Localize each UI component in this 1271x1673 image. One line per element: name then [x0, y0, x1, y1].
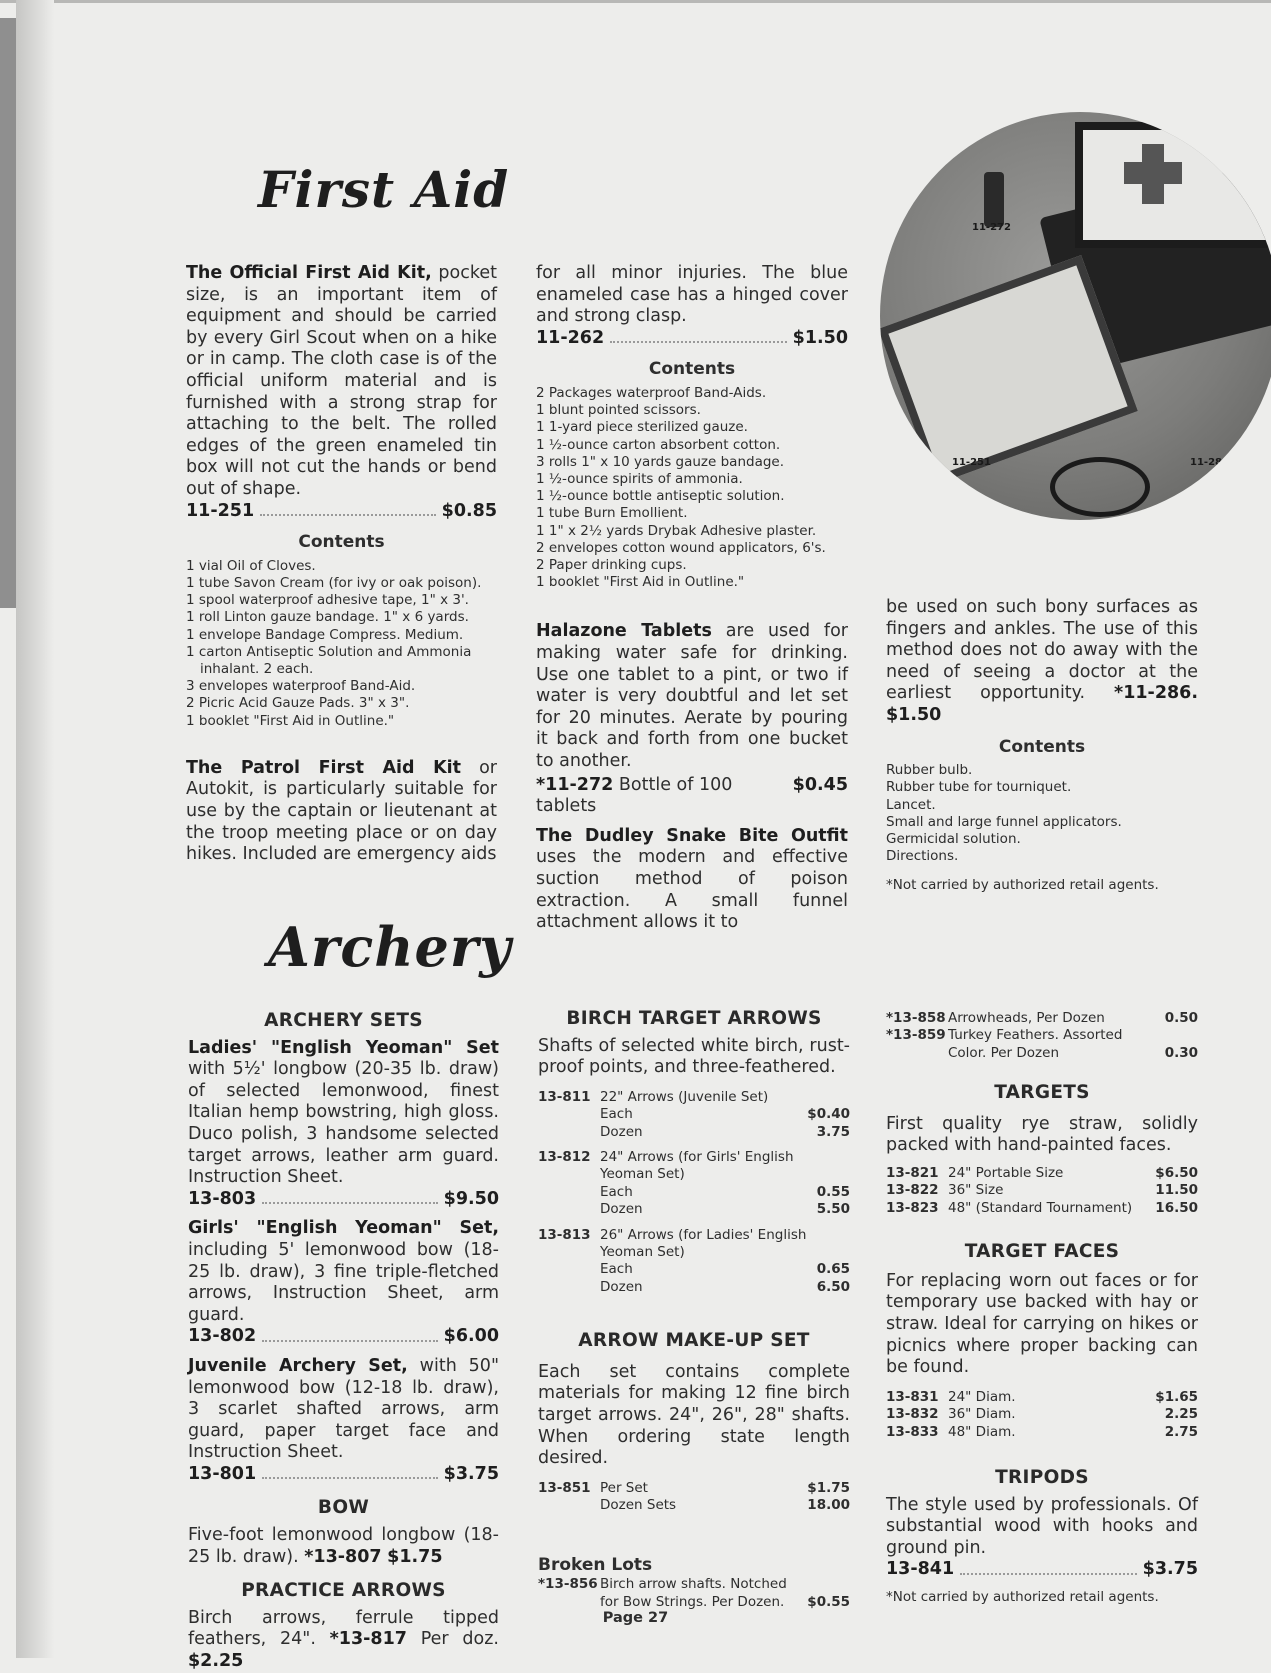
- halazone-price: $0.45: [792, 774, 848, 795]
- product-code: 13-801: [188, 1463, 257, 1484]
- patrol-kit-contents-heading: Contents: [648, 359, 736, 380]
- list-item: 1 envelope Bandage Compress. Medium.: [186, 626, 464, 643]
- broken-lots-table: [538, 1576, 850, 1611]
- bow-code: *13-807: [304, 1546, 382, 1567]
- list-item: 1 booklet "First Aid in Outline.": [186, 712, 395, 729]
- list-item: 1 ½-ounce spirits of ammonia.: [536, 470, 743, 487]
- list-item: 2 envelopes cotton wound applicators, 6's.: [536, 539, 826, 556]
- list-item: 3 rolls 1" x 10 yards gauze bandage.: [536, 453, 785, 470]
- list-item: 1 1" x 2½ yards Drybak Adhesive plaster.: [536, 522, 817, 539]
- tripods-heading: TRIPODS: [995, 1467, 1089, 1488]
- bow-heading: BOW: [317, 1497, 370, 1519]
- official-kit-section: [186, 263, 497, 866]
- halazone-name: Halazone Tablets: [536, 621, 712, 642]
- table-row: 13-823 48" (Standard Tournament) 16.50: [886, 1199, 1198, 1216]
- tripods-code: 13-841: [886, 1559, 955, 1580]
- snake-bite-body-continued: be used on such bony surfaces as fingers and ankles. The use of this method does not do away with the need of seeing a doctor at the earliest opportunity. *11-286. $1.50: [886, 597, 1198, 725]
- price-row: [188, 1189, 499, 1211]
- archery-sets-section: [188, 1010, 499, 1673]
- table-row: Dozen Sets 18.00: [600, 1497, 850, 1514]
- footnote: *Not carried by authorized retail agents.: [886, 1588, 1159, 1605]
- table-row: 13-851 Per Set $1.75: [538, 1479, 850, 1496]
- archery-title: Archery: [268, 915, 512, 979]
- price-row: [188, 1326, 499, 1348]
- official-kit-price: $0.85: [441, 500, 497, 521]
- list-item: Lancet.: [886, 796, 936, 813]
- official-kit-contents-heading: Contents: [298, 532, 385, 553]
- product-price: $3.75: [443, 1463, 499, 1484]
- list-item: Small and large funnel applicators.: [886, 813, 1122, 830]
- table-row: Dozen 3.75: [600, 1123, 850, 1140]
- page-number: Page 27: [602, 1610, 669, 1626]
- product-description: Ladies' "English Yeoman" Set with 5½' longbow (20-35 lb. draw) of selected lemonwood, finest Italian hemp bowstring, high gloss. Duco polish, 3 handsome selected target arrows, leather arm guard. Instruction Sheet.: [188, 1037, 499, 1188]
- leader-dots: [610, 328, 786, 344]
- targets-section: [886, 1010, 1198, 1609]
- table-row: 13-832 36" Diam. 2.25: [886, 1406, 1198, 1423]
- list-item: 1 ½-ounce bottle antiseptic solution.: [536, 488, 785, 505]
- table-row: 13-833 48" Diam. 2.75: [886, 1423, 1198, 1440]
- table-row: *13-856 Birch arrow shafts. Notched for Bow Strings. Per Dozen. $0.55: [538, 1576, 850, 1610]
- patrol-kit-price: $1.50: [792, 327, 848, 348]
- list-item: Directions.: [886, 848, 959, 865]
- table-row: Each $0.40: [600, 1106, 850, 1123]
- table-row: 13-813 26" Arrows (for Ladies' English Yeoman Set): [538, 1226, 807, 1261]
- footnote: *Not carried by authorized retail agents.: [886, 877, 1159, 894]
- photo-label: 11-272: [972, 222, 1011, 233]
- practice-arrows-description: Birch arrows, ferrule tipped feathers, 24". *13-817 Per doz. $2.25: [188, 1607, 499, 1672]
- practice-arrows-code: *13-817: [329, 1629, 407, 1650]
- makeup-set-heading: ARROW MAKE-UP SET: [578, 1330, 810, 1352]
- halazone-price-row: *11-272 Bottle of 100 tablets $0.45: [536, 774, 848, 817]
- list-item: 2 Packages waterproof Band-Aids.: [536, 384, 767, 401]
- product-price: $9.50: [443, 1188, 499, 1209]
- table-row: 13-811 22" Arrows (Juvenile Set): [538, 1088, 769, 1105]
- list-item: Rubber bulb.: [886, 762, 973, 779]
- tripods-price: $3.75: [1142, 1559, 1198, 1580]
- list-item: Rubber tube for tourniquet.: [886, 779, 1072, 796]
- tripods-description: The style used by professionals. Of substantial wood with hooks and ground pin.: [886, 1494, 1198, 1558]
- birch-arrows-description: Shafts of selected white birch, rust-proof points, and three-feathered.: [538, 1035, 850, 1078]
- official-kit-contents-list: [186, 558, 497, 730]
- makeup-set-table: [538, 1480, 850, 1515]
- list-item: 1 tube Savon Cream (for ivy or oak poison).: [186, 574, 482, 591]
- patrol-kit-description: The Patrol First Aid Kit or Autokit, is particularly suitable for use by the captain or lieutenant at the troop meeting place or on day hikes. Included are emergency aids: [186, 757, 497, 865]
- leader-dots: [960, 1559, 1136, 1575]
- leader-dots: [260, 501, 435, 517]
- table-row: 13-821 24" Portable Size $6.50: [886, 1165, 1198, 1181]
- table-row: 13-822 36" Size 11.50: [886, 1182, 1198, 1199]
- target-faces-table: [886, 1389, 1198, 1441]
- list-item: 3 envelopes waterproof Band-Aid.: [186, 678, 416, 695]
- list-item: 1 vial Oil of Cloves.: [186, 557, 316, 574]
- halazone-bottle-image: [984, 172, 1004, 227]
- practice-arrows-price: $2.25: [188, 1651, 244, 1672]
- bow-description: Five-foot lemonwood longbow (18-25 lb. draw). *13-807 $1.75: [188, 1525, 499, 1567]
- targets-table: [886, 1165, 1198, 1217]
- table-row: Dozen 5.50: [600, 1201, 850, 1218]
- product-description: Girls' "English Yeoman" Set, including 5' lemonwood bow (18-25 lb. draw), 3 fine triple-fletched arrows, Instruction Sheet, arm guard.: [188, 1218, 499, 1325]
- official-kit-name: The Official First Aid Kit,: [186, 263, 432, 283]
- snake-bite-name: The Dudley Snake Bite Outfit: [536, 825, 848, 846]
- snake-bite-contents-list: [886, 762, 1198, 865]
- table-row: 13-812 24" Arrows (for Girls' English Yeoman Set): [538, 1149, 794, 1183]
- birch-arrows-section: [538, 1008, 850, 1611]
- table-row: Dozen 6.50: [600, 1278, 850, 1295]
- list-item: 1 booklet "First Aid in Outline.": [536, 574, 745, 591]
- target-faces-description: For replacing worn out faces or for temporary use backed with hay or straw. Ideal for carrying on hikes or picnics where proper backing can be found.: [886, 1270, 1198, 1378]
- snake-bite-price: $1.50: [886, 704, 942, 725]
- first-aid-kits-photo: [880, 112, 1271, 520]
- list-item: 1 1-yard piece sterilized gauze.: [536, 419, 748, 436]
- broken-lots-heading: Broken Lots: [538, 1554, 653, 1575]
- table-row: Each 0.65: [600, 1261, 850, 1278]
- snake-bite-section: [886, 597, 1198, 897]
- snake-bite-tube-image: [1050, 457, 1150, 517]
- table-row: 13-831 24" Diam. $1.65: [886, 1388, 1198, 1405]
- patrol-kit-price-row: [536, 328, 848, 350]
- binding-edge-shadow: [0, 18, 16, 608]
- target-faces-heading: TARGET FACES: [964, 1241, 1120, 1263]
- page-top-edge: [0, 0, 1271, 3]
- list-item: 1 spool waterproof adhesive tape, 1" x 3'.: [186, 592, 469, 609]
- halazone-description: Halazone Tablets are used for making water safe for drinking. Use one tablet to a pint, or two if water is very doubtful and let set for 20 minutes. Aerate by pouring it back and forth from one bucket to another.: [536, 621, 848, 771]
- leader-dots: [262, 1464, 437, 1480]
- targets-heading: TARGETS: [994, 1082, 1090, 1104]
- tripods-price-row: [886, 1559, 1198, 1581]
- patrol-kit-section: for all minor injuries. The blue enameled case has a hinged cover and strong clasp. 11-262 $1.50 Contents 2 Packages waterproof Band-Aids. 1 blunt pointed scissors. 1 1-yard piece sterilized gauze. 1 ½-ounce carton absorbent cotton. 3 rolls 1" x 10 yards gauze bandage. 1 ½-ounce spirits of ammonia. 1 ½-ounce bottle antiseptic solution. 1 tube Burn Emollient. 1 1" x 2½ yards Drybak Adhesive plaster. 2 envelopes cotton wound applicators, 6's. 2 Paper drinking cups. 1 booklet "First Aid in Outline." Halazone Tablets are used for making water safe for drinking. Use one tablet to a pint, or two if water is very doubtful and let set for 20 minutes. Aerate by pouring it back and forth from one bucket to another. *11-272 Bottle of 100 tablets $0.45 The Dudley Snake Bite Outfit uses the modern and effective suction method of poison extraction. A small funnel attachment allows it to: [536, 263, 848, 933]
- official-kit-price-row: [186, 501, 497, 523]
- product-code: 13-802: [188, 1326, 257, 1347]
- table-row: *13-858 Arrowheads, Per Dozen 0.50: [886, 1010, 1198, 1026]
- photo-label: 11-286: [1190, 457, 1229, 468]
- first-aid-title: First Aid: [258, 160, 510, 219]
- targets-description: First quality rye straw, solidly packed with hand-painted faces.: [886, 1113, 1198, 1156]
- list-item: Germicidal solution.: [886, 830, 1021, 847]
- broken-lots-table-continued: [886, 1010, 1198, 1062]
- leader-dots: [262, 1189, 437, 1205]
- photo-label: 11-251: [952, 457, 991, 468]
- snake-bite-code: *11-286.: [1114, 683, 1198, 704]
- patrol-kit-code: 11-262: [536, 327, 605, 348]
- product-description: Juvenile Archery Set, with 50" lemonwood bow (12-18 lb. draw), 3 scarlet shafted arrows, arm guard, paper target face and Instruction Sheet.: [188, 1355, 499, 1463]
- bow-price: $1.75: [387, 1546, 443, 1567]
- birch-arrows-heading: BIRCH TARGET ARROWS: [566, 1008, 822, 1029]
- official-kit-description: The Official First Aid Kit, pocket size, is an important item of equipment and should be carried by every Girl Scout when on a hike or in camp. The cloth case is of the official uniform material and is furnished with a strong strap for attaching to the belt. The rolled edges of the green enameled tin box will not cut the hands or bend out of shape.: [186, 263, 497, 499]
- list-item: 1 blunt pointed scissors.: [536, 402, 701, 419]
- list-item: 2 Picric Acid Gauze Pads. 3" x 3".: [186, 695, 410, 712]
- birch-arrows-table: [538, 1089, 850, 1296]
- list-item: 1 tube Burn Emollient.: [536, 505, 688, 522]
- table-row: *13-859 Turkey Feathers. Assorted Color. Per Dozen 0.30: [886, 1027, 1198, 1061]
- band-aid-box-image: [1075, 122, 1271, 248]
- snake-bite-contents-heading: Contents: [998, 736, 1086, 757]
- table-row: Each 0.55: [600, 1183, 850, 1200]
- list-item: 1 carton Antiseptic Solution and Ammonia inhalant. 2 each.: [186, 643, 472, 677]
- list-item: 1 ½-ounce carton absorbent cotton.: [536, 436, 781, 453]
- product-price: $6.00: [443, 1326, 499, 1347]
- product-code: 13-803: [188, 1188, 257, 1209]
- official-kit-code: 11-251: [186, 500, 255, 521]
- price-row: [188, 1464, 499, 1486]
- page-margin-shade: [16, 0, 54, 1658]
- list-item: 1 roll Linton gauze bandage. 1" x 6 yards.: [186, 609, 469, 626]
- halazone-code: *11-272: [536, 774, 614, 795]
- snake-bite-description: The Dudley Snake Bite Outfit uses the modern and effective suction method of poison extraction. A small funnel attachment allows it to: [536, 825, 848, 933]
- patrol-kit-contents-list: [536, 385, 848, 591]
- patrol-kit-name: The Patrol First Aid Kit: [186, 757, 462, 778]
- leader-dots: [262, 1326, 437, 1342]
- archery-sets-heading: ARCHERY SETS: [264, 1010, 423, 1031]
- makeup-set-description: Each set contains complete materials for making 12 fine birch target arrows. 24", 26", 28" shafts. When ordering state length desired.: [538, 1361, 850, 1469]
- practice-arrows-heading: PRACTICE ARROWS: [241, 1580, 446, 1602]
- list-item: 2 Paper drinking cups.: [536, 557, 687, 573]
- red-cross-icon-bar: [1124, 162, 1182, 184]
